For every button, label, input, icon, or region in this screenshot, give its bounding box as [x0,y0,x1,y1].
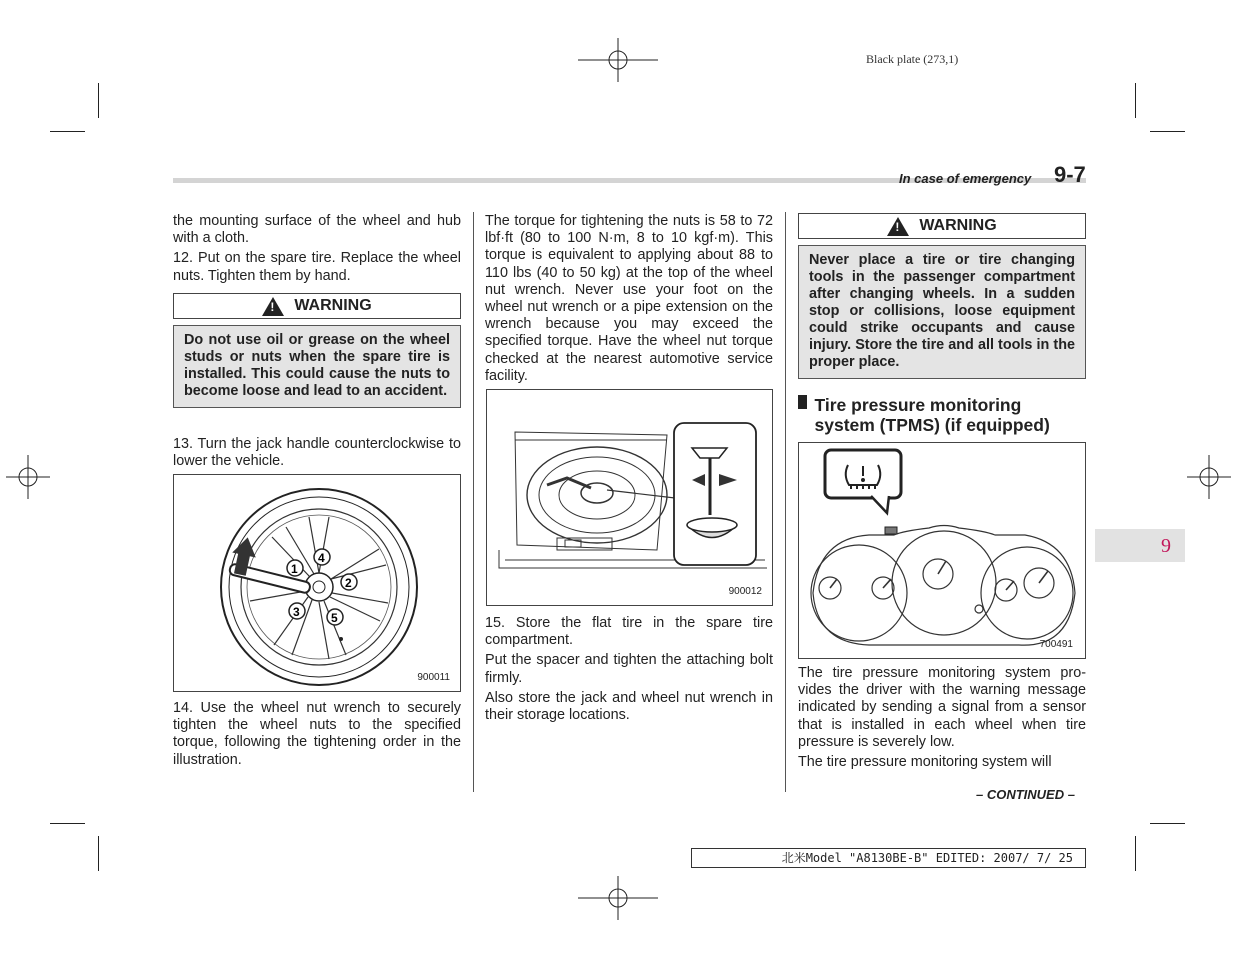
section-heading [798,395,1086,435]
order-1-label: 1 [291,562,298,576]
spare-tire-illustration [487,390,772,605]
warning-label: WARNING [919,217,997,234]
step-12: 12. Put on the spare tire. Replace the wheel nuts. Tighten them by hand. [173,250,461,284]
page-number: 9-7 [1054,162,1086,187]
step-14: 14. Use the wheel nut wrench to securely tighten the wheel nuts to the specified torque, following the tightening order in the illustration. [173,700,461,768]
column-2-text [485,213,773,388]
warning-text: Never place a tire or tire changing tools in the passenger compartment after changing wheels. In a sudden stop or collisions, loose equipment could strike occupants and cause injury. Store the tire and all tools in the proper place. [798,245,1086,379]
step-15: 15. Store the flat tire in the spare tire compartment. [485,615,773,649]
step-13: 13. Turn the jack handle counterclockwise to lower the vehicle. [173,436,461,470]
column-1 [173,213,461,288]
column-divider [473,212,474,792]
figure-spare-tire-storage [486,389,773,606]
plate-label: Black plate (273,1) [866,52,959,66]
paragraph-store-tools: Also store the jack and wheel nut wrench in their storage locations. [485,689,773,724]
warning-header [798,213,1086,239]
heading-text: Tire pressure monitoring system (TPMS) (if equipped) [814,395,1050,435]
heading-bullet-icon [798,395,807,409]
order-3-label: 3 [293,605,300,619]
warning-label: WARNING [294,297,372,314]
warning-header [173,293,461,319]
column-divider [785,212,786,792]
tpms-paragraph-continued: The tire pressure monitoring system will [798,754,1052,771]
figure-code: 900012 [728,586,762,597]
continued-label: – CONTINUED – [976,787,1075,802]
paragraph: the mounting surface of the wheel and hub with a cloth. [173,213,461,247]
step-13-block [173,436,461,473]
wheel-illustration [174,475,460,691]
section-title: In case of emergency [899,171,1032,186]
chapter-tab [1095,529,1185,562]
instrument-cluster-illustration [799,443,1085,658]
warning-box-2 [798,213,1086,379]
warning-triangle-icon: ! [887,217,909,236]
figure-wheel-nut-order [173,474,461,692]
order-4-label: 4 [318,551,325,565]
column-3-text [798,665,1086,774]
step-14-block [173,700,461,772]
paragraph-spacer: Put the spacer and tighten the attaching bolt firmly. [485,652,773,686]
edition-footer: 北米Model "A8130BE-B" EDITED: 2007/ 7/ 25 [691,848,1086,868]
warning-triangle-icon: ! [262,297,284,316]
tpms-paragraph: The tire pressure monitoring system pro-vides the driver with the warning message indicated by sending a signal from a sensor that is installed in each wheel when tire pressure is severely low. [798,665,1086,750]
figure-code: 900011 [417,672,450,683]
order-2-label: 2 [345,576,352,590]
chapter-tab-number: 9 [1161,535,1171,557]
warning-text: Do not use oil or grease on the wheel studs or nuts when the spare tire is installed. This could cause the nuts to become loose and lead to an accident. [173,325,461,408]
order-5-label: 5 [331,611,338,625]
column-2-steps [485,615,773,727]
torque-paragraph: The torque for tightening the nuts is 58 to 72 lbf·ft (80 to 100 N·m, 8 to 10 kgf·m). This torque is equivalent to applying about 88 to 110 lbs (40 to 50 kg) at the top of the wheel nut wrench. Never use your foot on the wheel nut wrench or a pipe extension on the wrench because you may exceed the specified torque. Have the wheel nut torque checked at the nearest automotive service facility. [485,213,773,384]
figure-tpms-indicator [798,442,1086,659]
figure-code: 700491 [1039,639,1073,650]
warning-box-1 [173,293,461,408]
